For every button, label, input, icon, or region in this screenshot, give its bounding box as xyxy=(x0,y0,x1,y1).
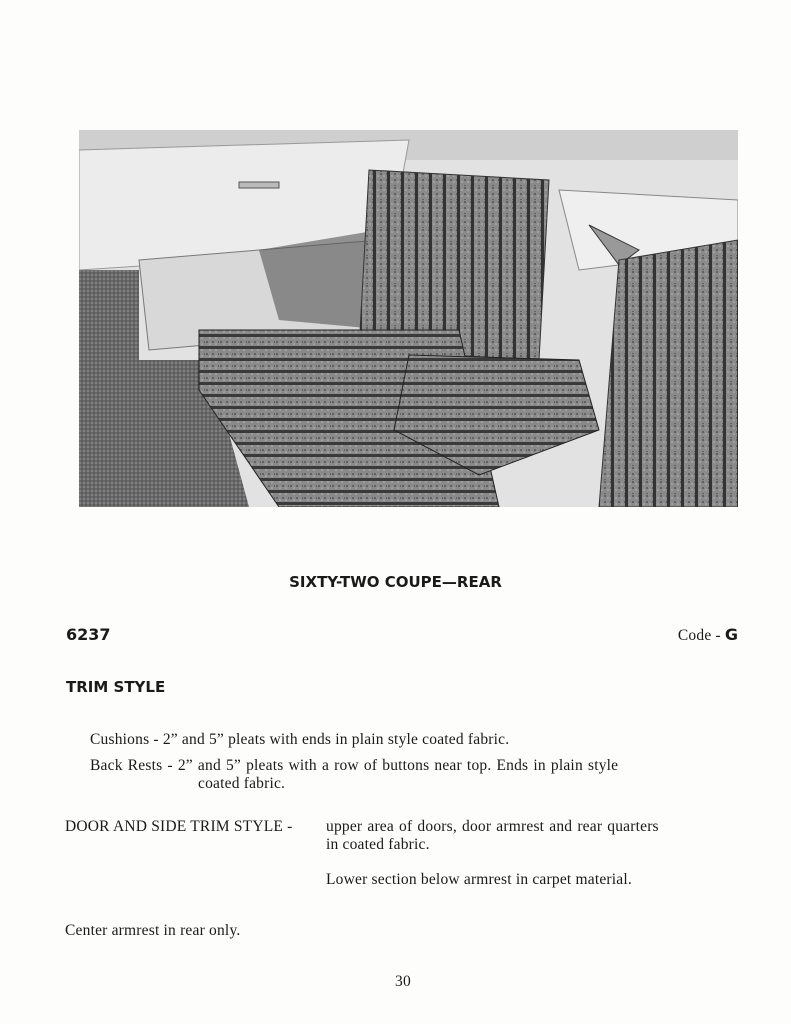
figure-caption: SIXTY-TWO COUPE—REAR xyxy=(289,573,502,591)
back-rests-continued: coated fabric. xyxy=(198,775,286,792)
code-value: G xyxy=(724,625,738,644)
cushions-text: Cushions - 2” and 5” pleats with ends in plain style coated fabric. xyxy=(90,731,510,748)
code-label: Code - xyxy=(677,627,721,644)
back-rests-text: Back Rests - 2” and 5” pleats with a row of buttons near top. Ends in plain style xyxy=(90,757,619,774)
code-designation xyxy=(678,625,738,645)
door-trim-line3: Lower section below armrest in carpet material. xyxy=(326,871,632,888)
model-number: 6237 xyxy=(66,625,111,644)
center-armrest-note: Center armrest in rear only. xyxy=(65,922,241,939)
door-trim-label: DOOR AND SIDE TRIM STYLE - xyxy=(65,818,293,835)
door-trim-line2: in coated fabric. xyxy=(326,836,430,853)
door-trim-line1: upper area of doors, door armrest and rear quarters xyxy=(326,818,659,835)
section-title: TRIM STYLE xyxy=(66,678,166,696)
page-number: 30 xyxy=(395,973,411,990)
rear-interior-illustration xyxy=(79,130,738,507)
